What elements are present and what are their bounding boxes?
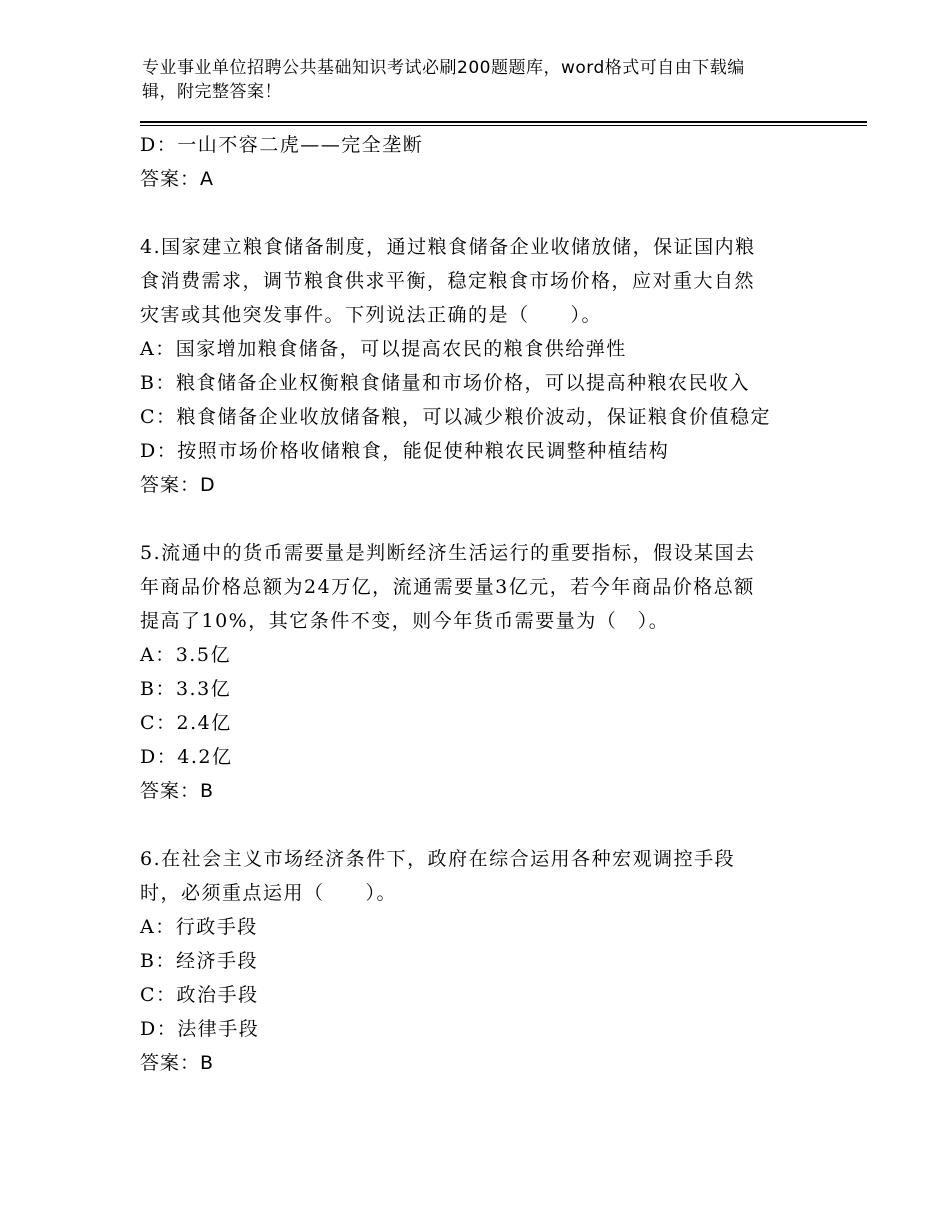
q5-option-d: D：4.2亿 xyxy=(140,746,233,768)
prev-answer: 答案：A xyxy=(140,168,214,190)
q6-option-b: B：经济手段 xyxy=(140,950,258,972)
q5-option-c: C：2.4亿 xyxy=(140,712,232,734)
header-line-1: 专业事业单位招聘公共基础知识考试必刷200题题库，word格式可自由下载编 xyxy=(142,58,745,78)
document-body xyxy=(140,128,820,1080)
q6-stem-line: 6.在社会主义市场经济条件下，政府在综合运用各种宏观调控手段 xyxy=(140,848,736,870)
q4-option-d: D：按照市场价格收储粮食，能促使种粮农民调整种植结构 xyxy=(140,440,670,462)
q5-option-b: B：3.3亿 xyxy=(140,678,232,700)
q5-stem-line: 提高了10%，其它条件不变，则今年货币需要量为（ ）。 xyxy=(140,610,670,632)
header-line-2: 辑，附完整答案！ xyxy=(142,82,282,102)
q4-stem-line: 4.国家建立粮食储备制度，通过粮食储备企业收储放储，保证国内粮 xyxy=(140,236,756,258)
document-header xyxy=(142,56,792,104)
q4-option-c: C：粮食储备企业收放储备粮，可以减少粮价波动，保证粮食价值稳定 xyxy=(140,406,772,428)
question-6 xyxy=(140,842,820,1080)
q5-stem-line: 5.流通中的货币需要量是判断经济生活运行的重要指标，假设某国去 xyxy=(140,542,756,564)
prev-option-d: D：一山不容二虎——完全垄断 xyxy=(140,134,424,156)
q5-option-a: A：3.5亿 xyxy=(140,644,231,666)
q4-option-a: A：国家增加粮食储备，可以提高农民的粮食供给弹性 xyxy=(140,338,627,360)
header-divider-thin xyxy=(140,125,867,126)
q4-answer: 答案：D xyxy=(140,474,216,496)
q6-answer: 答案：B xyxy=(140,1052,215,1074)
q5-stem-line: 年商品价格总额为24万亿，流通需要量3亿元，若今年商品价格总额 xyxy=(140,576,755,598)
q4-option-b: B：粮食储备企业权衡粮食储量和市场价格，可以提高种粮农民收入 xyxy=(140,372,750,394)
question-4 xyxy=(140,230,820,502)
q6-option-d: D：法律手段 xyxy=(140,1018,260,1040)
q6-option-a: A：行政手段 xyxy=(140,916,258,938)
question-5 xyxy=(140,536,820,808)
q4-stem-line: 食消费需求，调节粮食供求平衡，稳定粮食市场价格，应对重大自然 xyxy=(140,270,756,292)
q5-answer: 答案：B xyxy=(140,780,215,802)
q6-option-c: C：政治手段 xyxy=(140,984,259,1006)
header-divider xyxy=(140,121,867,123)
q4-stem-line: 灾害或其他突发事件。下列说法正确的是（ ）。 xyxy=(140,304,603,326)
q6-stem-line: 时，必须重点运用（ ）。 xyxy=(140,882,398,904)
